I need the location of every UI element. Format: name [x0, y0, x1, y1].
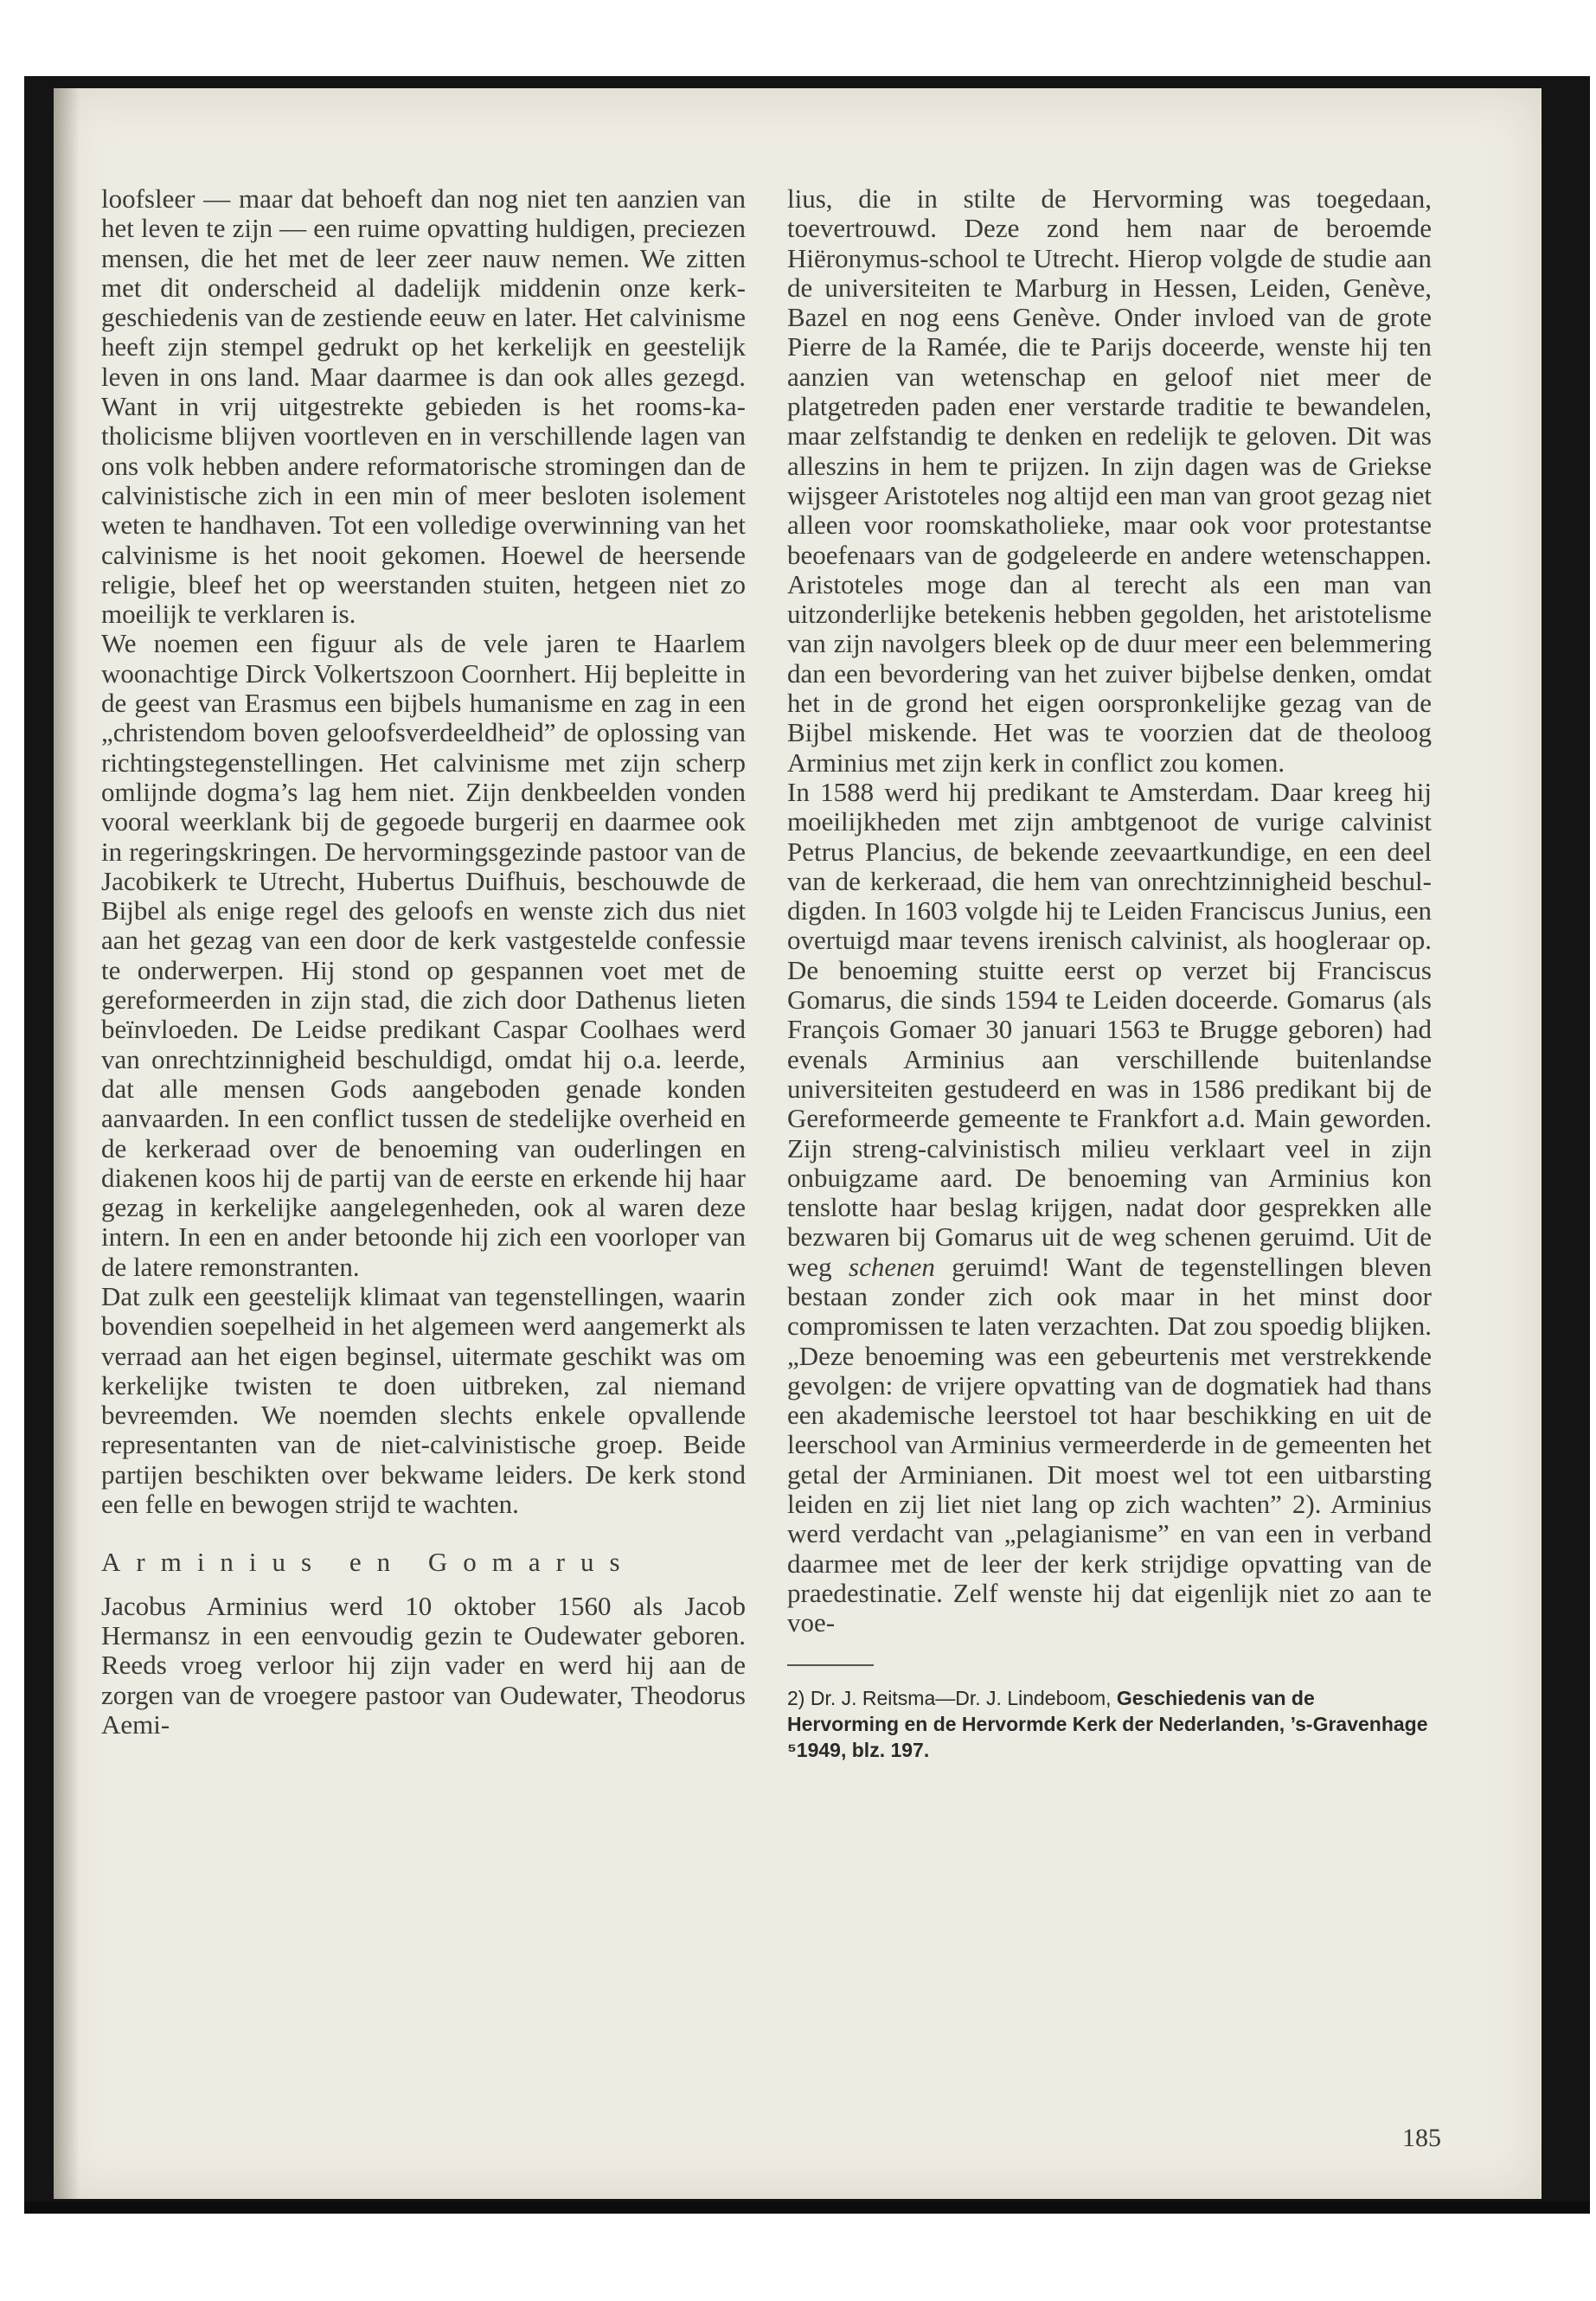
page-number: 185 — [1402, 2124, 1441, 2152]
footnote-place-edition: ’s-Gravenhage ⁵1949, blz. 197. — [787, 1712, 1428, 1761]
right-column — [787, 184, 1432, 1763]
paragraph-amsterdam — [787, 778, 1432, 1638]
text-segment: geruimd! Want de tegenstellingen bleven bestaan zonder zich ook maar in het minst door compromissen te laten verzachten. Dat zou spoedig blijken. „Deze benoeming was een gebeurtenis met verstrekkende gevolgen: de vrijere opvatting van de dogmatiek had thans een akademische leerstoel tot haar beschikking en uit de leerschool van Arminius vermeerderde in de gemeenten het getal der Arminianen. Dit moest wel tot een uitbarsting leiden en zij liet niet lang op zich wachten” 2). Arminius werd verdacht van „pelagianisme” en van een in verband daarmee met de leer der kerk strijdige opvatting van de praedestinatie. Zelf wenste hij dat eigenlijk niet zo aan te voe- — [787, 1251, 1432, 1638]
footnote-authors: Dr. J. Reitsma—Dr. J. Lindeboom, — [810, 1686, 1112, 1709]
italic-emphasis: schenen — [849, 1251, 935, 1282]
footnote-title: Geschiedenis van de Hervorming en de Hervormde Kerk der Nederlanden, — [787, 1686, 1315, 1735]
footnote — [787, 1685, 1432, 1763]
paragraph-calvinism: loofsleer — maar dat behoeft dan nog niet ten aanzien van het leven te zijn — een ruime opvatting huldigen, preciezen mensen, die het met de leer zeer nauw nemen. We zitten met dit onderscheid al dadelijk middenin onze kerkgeschiedenis van de zestiende eeuw en later. Het calvinisme heeft zijn stempel gedrukt op het kerkelijk en geestelijk leven in ons land. Maar daarmee is dan ook alles gezegd. Want in vrij uitgestrekte gebieden is het rooms-katholicisme blijven voortleven en in verschillende lagen van ons volk hebben andere reformatorische stromingen dan de calvinistische zich in een min of meer besloten isolement weten te handhaven. Tot een volledige overwinning van het calvinisme is het nooit gekomen. Hoewel de heersende religie, bleef het op weerstanden stuiten, hetgeen niet zo moeilijk te verklaren is. — [101, 183, 746, 630]
footnote-marker: 2) — [787, 1686, 805, 1709]
scan-bottom-edge — [24, 2202, 1590, 2214]
binding-shadow — [54, 88, 80, 2199]
section-heading: Arminius en Gomarus — [101, 1547, 636, 1578]
text-segment: In 1588 werd hij predikant te Amsterdam. Daar kreeg hij moeilijkheden met zijn ambtgenoot de vurige calvinist Petrus Plancius, de bekende zeevaartkundige, en een deel van de kerkeraad, die hem van onrechtzinnigheid beschuldigden. In 1603 volgde hij te Leiden Franciscus Junius, een overtuigd maar tevens irenisch calvinist, als hoogleraar op. De benoeming stuitte eerst op verzet bij Franciscus Gomarus, die sinds 1594 te Leiden doceerde. Gomarus (als François Gomaer 30 januari 1563 te Brugge geboren) had evenals Arminius aan verschillende buitenlandse universiteiten gestudeerd en was in 1586 predikant bij de Gereformeerde gemeente te Frankfort a.d. Main geworden. Zijn streng-calvinistisch milieu verklaart veel in zijn onbuigzame aard. De benoeming van Arminius kon tenslotte haar beslag krijgen, nadat door gesprekken alle bezwaren bij Gomarus uit de weg schenen geruimd. Uit de weg — [787, 776, 1432, 1282]
paragraph-arminius-birth: Jacobus Arminius werd 10 oktober 1560 als Jacob Hermansz in een eenvoudig gezin te Oudewater geboren. Reeds vroeg verloor hij zijn vader en werd hij aan de zorgen van de vroegere pastoor van Oudewater, Theodorus Aemi- — [101, 1590, 746, 1740]
paragraph-arminius-education: lius, die in stilte de Hervorming was toegedaan, toevertrouwd. Deze zond hem naar de beroemde Hiëronymus-school te Utrecht. Hierop volgde de studie aan de universiteiten te Marburg in Hessen, Leiden, Genève, Bazel en nog eens Genève. Onder invloed van de grote Pierre de la Ramée, die te Parijs doceerde, wenste hij ten aanzien van wetenschap en geloof niet meer de platgetreden paden ener verstarde traditie te bewandelen, maar zelfstandig te denken en redelijk te geloven. Dit was alleszins in hem te prijzen. In zijn dagen was de Griekse wijsgeer Aristoteles nog altijd een man van groot gezag niet alleen voor roomskatholieke, maar ook voor protestantse beoefenaars van de godgeleerde en andere wetenschappen. Aristoteles moge dan al terecht als een man van uitzonderlijke betekenis hebben gegolden, het aristotelisme van zijn navolgers bleek op de duur meer een belemmering dan een bevordering van het zuiver bijbelse denken, omdat het in de grond het eigen oorspronkelijke gezag van de Bijbel miskende. Het was te voorzien dat de theoloog Arminius met zijn kerk in conflict zou komen. — [787, 183, 1432, 778]
footnote-divider — [787, 1664, 874, 1666]
paragraph-coornhert: We noemen een figuur als de vele jaren te Haarlem woonachtige Dirck Volkertszoon Coornhert. Hij bepleitte in de geest van Erasmus een bijbels humanisme en zag in een „christendom boven geloofsverdeeldheid” de oplossing van richtingstegenstellingen. Het calvinisme met zijn scherp omlijnde dogma’s lag hem niet. Zijn denkbeelden vonden vooral weerklank bij de gegoede burgerij en daarmee ook in regeringskringen. De hervormingsgezinde pastoor van de Jacobikerk te Utrecht, Hubertus Duifhuis, beschouwde de Bijbel als enige regel des geloofs en wenste zich dus niet aan het gezag van een door de kerk vastgestelde confessie te onderwerpen. Hij stond op gespannen voet met de gereformeerden in zijn stad, die zich door Dathenus lieten beïnvloeden. De Leidse predikant Caspar Coolhaes werd van onrechtzinnigheid beschuldigd, omdat hij o.a. leerde, dat alle mensen Gods aangeboden genade konden aanvaarden. In een conflict tussen de stedelijke overheid en de kerkeraad over de benoeming van ouderlingen en diakenen koos hij de partij van de eerste en erkende hij haar gezag in kerkelijke aangelegenheden, ook al waren deze intern. In een en ander betoonde hij zich een voorloper van de latere remonstranten. — [101, 628, 746, 1282]
paragraph-climate: Dat zulk een geestelijk klimaat van tegenstellingen, waarin bovendien soepelheid in het algemeen werd aangemerkt als verraad aan het eigen beginsel, uitermate geschikt was om kerkelijke twisten te doen uitbreken, zal niemand bevreemden. We noemden slechts enkele opvallende representanten van de niet-calvinistische groep. Beide partijen beschikten over bekwame leiders. De kerk stond een felle en bewogen strijd te wachten. — [101, 1280, 746, 1520]
left-column — [101, 184, 746, 1740]
